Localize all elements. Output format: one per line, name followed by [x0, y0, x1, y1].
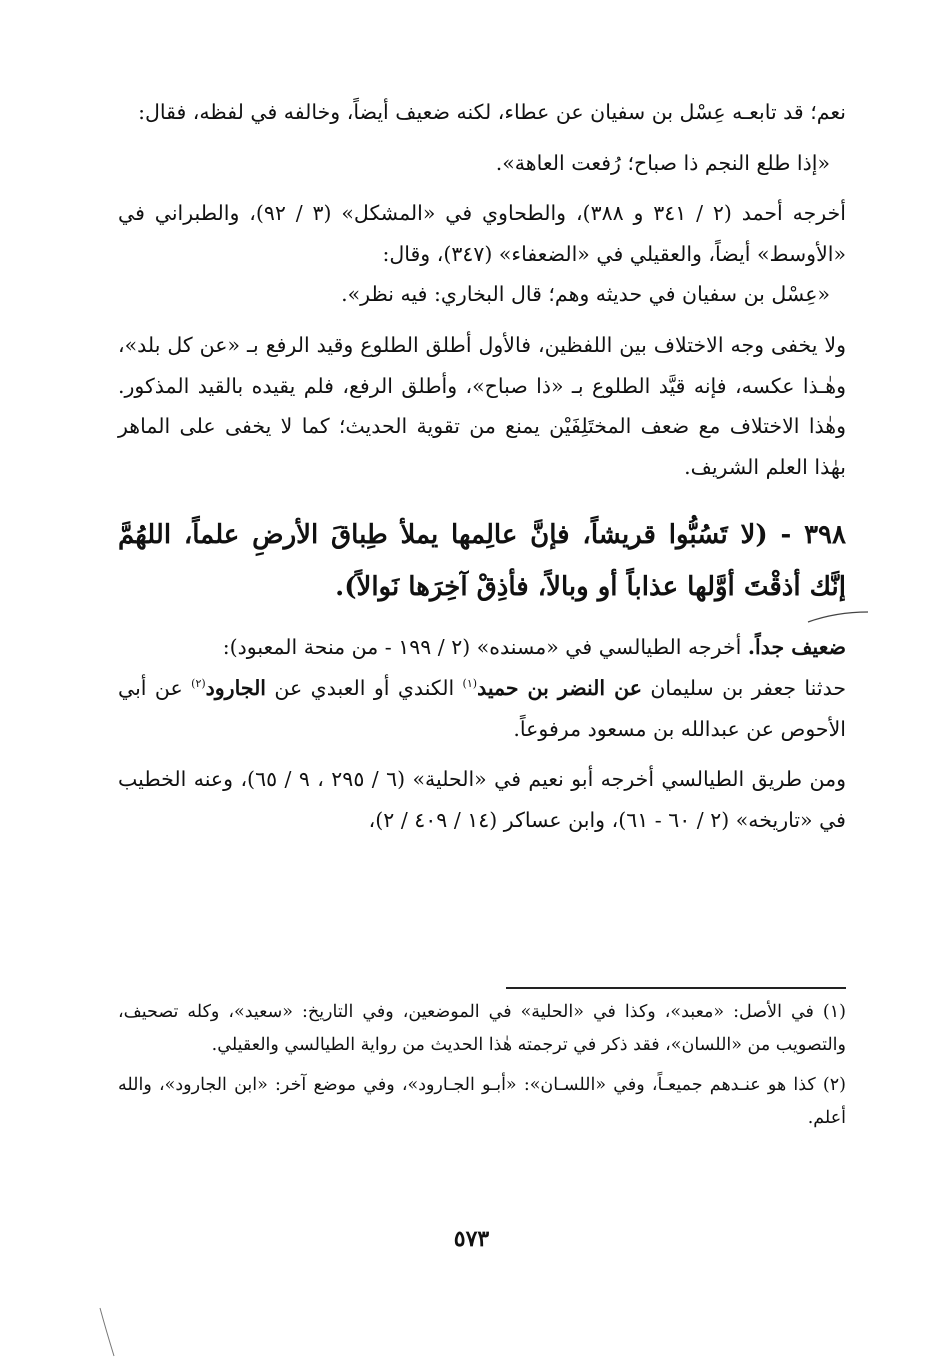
grade-label: ضعيف جداً. — [747, 635, 846, 660]
hadith-heading: ٣٩٨ - (لا تَسُبُّوا قريشاً، فإنَّ عالِمها يملأ طِباقَ الأرضِ علماً، اللهُمَّ إنَّك أذقْتَ أوَّلها عذاباً أو وبالاً، فأذِقْ آخِرَها نَوالاً). — [118, 520, 846, 603]
footnotes — [118, 996, 846, 1134]
isnad-narrator-2: الجارود — [205, 675, 267, 700]
paragraph-1: نعم؛ قد تابعـه عِسْل بن سفيان عن عطاء، لكنه ضعيف أيضاً، وخالفه في لفظه، فقال: — [138, 100, 846, 124]
isnad-part-3: عن أبي الأحوص عن عبدالله بن مسعود مرفوعاً. — [118, 675, 846, 741]
isnad-narrator-1: عن النضر بن حميد — [477, 675, 642, 700]
footnote-ref-2[interactable]: (٢) — [191, 677, 206, 691]
isnad-part-1: حدثنا جعفر بن سليمان — [641, 675, 847, 700]
page-content — [118, 92, 846, 840]
footnote-divider — [506, 987, 846, 989]
paragraph-2: أخرجه أحمد (٢ / ٣٤١ و ٣٨٨)، والطحاوي في «المشكل» (٣ / ٩٢)، والطبراني في «الأوسط» أيضاً، والعقيلي في «الضعفاء» (٣٤٧)، وقال: — [118, 201, 846, 266]
paragraph-3: ولا يخفى وجه الاختلاف بين اللفظين، فالأول أطلق الطلوع وقيد الرفع بـ «عن كل بلد»، وهٰـذا عكسه، فإنه قيَّد الطلوع بـ «ذا صباح»، وأطلق الرفع، فلم يقيده بالقيد المذكور. وهٰذا الاختلاف مع ضعف المختَلِفَيْن يمنع من تقوية الحديث؛ كما لا يخفى على الماهر بهٰذا العلم الشريف. — [118, 332, 846, 479]
footnote-2: (٢) كذا هو عنـدهم جميعـاً، وفي «اللسـان»: «أبـو الجـارود»، وفي موضع آخر: «ابن الجارود»، والله أعلم. — [118, 1075, 846, 1128]
page-number: ٥٧٣ — [453, 1226, 490, 1252]
paragraph-5 — [118, 668, 846, 749]
quote-2: «عِسْل بن سفيان في حديثه وهم؛ قال البخاري: فيه نظر». — [341, 282, 830, 307]
paragraph-4-text: أخرجه الطيالسي في «مسنده» (٢ / ١٩٩ - من منحة المعبود): — [222, 635, 748, 660]
quote-1: «إذا طلع النجم ذا صباح؛ رُفعت العاهة». — [495, 150, 830, 175]
paragraph-6: ومن طريق الطيالسي أخرجه أبو نعيم في «الحلية» (٦ / ٢٩٥ ، ٩ / ٦٥)، وعنه الخطيب في «تاريخه» (٢ / ٦٠ - ٦١)، وابن عساكر (١٤ / ٤٠٩ / ٢)، — [118, 767, 846, 832]
isnad-part-2: الكندي أو العبدي عن — [266, 675, 463, 700]
paragraph-4 — [118, 627, 846, 668]
footnote-ref-1[interactable]: (١) — [462, 677, 478, 691]
footnote-1: (١) في الأصل: «معبد»، وكذا في «الحلية» في الموضعين، وفي التاريخ: «سعيد»، وكله تصحيف، والتصويب من «اللسان»، فقد ذكر في ترجمته هٰذا الحديث من رواية الطيالسي والعقيلي. — [118, 1002, 846, 1055]
